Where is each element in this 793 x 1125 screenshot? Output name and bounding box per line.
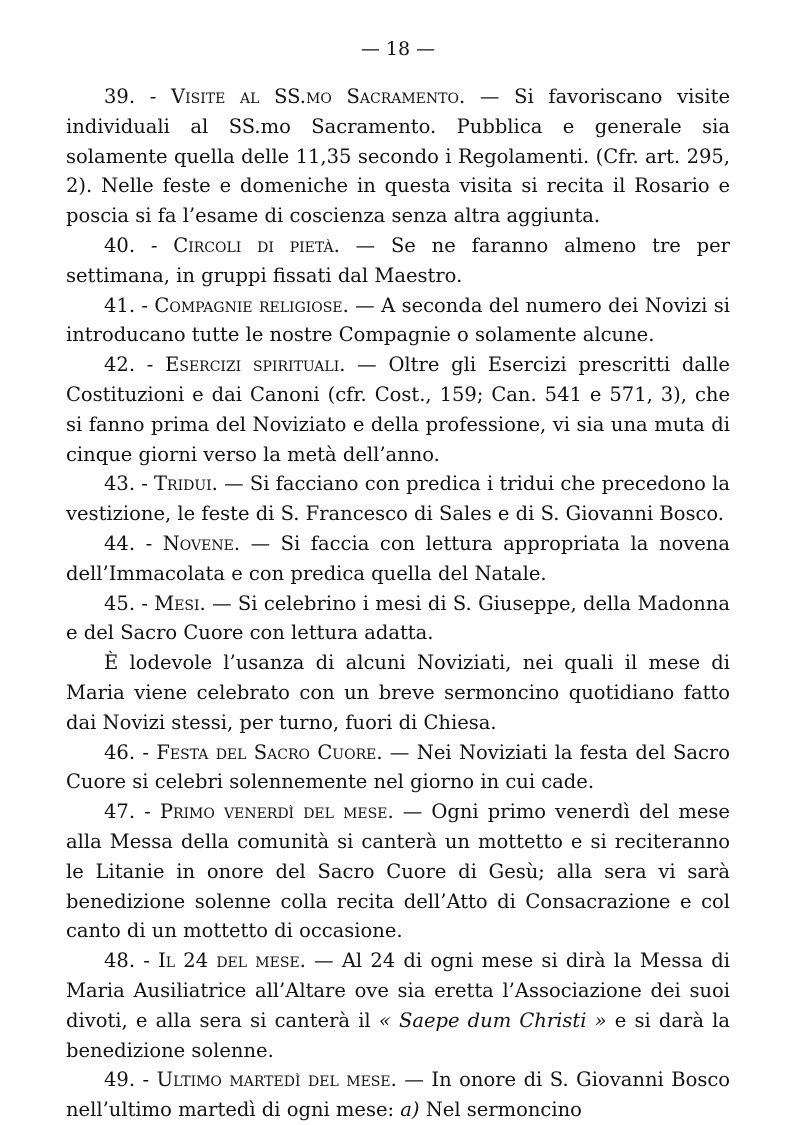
section-title: Il 24 del mese. (158, 949, 306, 973)
number-separator: - (135, 740, 157, 764)
section-title: Esercizi spirituali. (165, 353, 346, 377)
title-separator: — (396, 1068, 432, 1092)
number-separator: - (135, 591, 155, 615)
section-48 (66, 946, 730, 1065)
section-number: 41. (104, 293, 136, 317)
number-separator: - (135, 531, 163, 555)
section-39 (66, 82, 730, 231)
title-separator: — (345, 353, 389, 377)
section-title: Novene. (162, 531, 241, 555)
section-title: Circoli di pietà. (173, 233, 340, 257)
document-page (66, 30, 730, 1125)
title-separator: — (217, 472, 250, 496)
section-body: Nei Noviziati la festa del Sacro Cuore si celebri solennemente nel giorno in cui cade. (66, 740, 730, 794)
page-number: — 18 — (360, 38, 436, 60)
section-40 (66, 231, 730, 291)
list-marker: a) (400, 1098, 420, 1122)
title-separator: — (348, 293, 382, 317)
section-number: 44. (104, 531, 136, 555)
section-body: Se ne faranno almeno tre per settimana, in gruppi fissati dal Maestro. (66, 233, 730, 287)
number-separator: - (135, 85, 172, 108)
section-body: Si faccia con lettura appropriata la novena dell’Immacolata e con predica quella del Natale. (66, 531, 730, 585)
title-separator: — (305, 949, 342, 973)
document-body (66, 82, 730, 1125)
section-number: 40. (104, 233, 136, 257)
section-44 (66, 529, 730, 589)
section-body: Al 24 di ogni mese si dirà la Messa di Maria Ausiliatrice all’Altare ove sia eretta l’Associazione dei suoi divoti, e alla sera si canterà il (66, 949, 730, 1032)
title-separator: — (240, 531, 281, 555)
section-41 (66, 291, 730, 351)
section-body: In onore di S. Giovanni Bosco nell’ultimo martedì di ogni mese: (66, 1068, 730, 1122)
section-title: Tridui. (154, 472, 218, 496)
section-title: Primo venerdì del mese. (159, 800, 394, 824)
section-title: Visite al SS.mo Sacramento. (171, 85, 466, 108)
number-separator: - (135, 800, 160, 824)
hymn-title: « Saepe dum Christi » (378, 1008, 607, 1032)
section-body: Oltre gli Esercizi prescritti dalle Costituzioni e dai Canoni (cfr. Cost., 159; Can. 541 e 571, 3), che si fanno prima del Noviziato e della professione, vi sia una muta di cinque giorni verso la metà dell’anno. (66, 353, 730, 466)
section-body: A seconda del numero dei Novizi si introducano tutte le nostre Compagnie o solamente alcune. (66, 293, 730, 347)
section-number: 46. (104, 740, 136, 764)
section-46 (66, 738, 730, 798)
section-body: È lodevole l’usanza di alcuni Noviziati, nei quali il mese di Maria viene celebrato con un breve sermoncino quotidiano fatto dai Novizi stessi, per turno, fuori di Chiesa. (66, 651, 730, 734)
title-separator: — (382, 740, 417, 764)
section-number: 49. (104, 1068, 136, 1092)
section-number: 39. (104, 85, 136, 108)
title-separator: — (393, 800, 432, 824)
section-title: Mesi. (154, 591, 206, 615)
section-body-end: e si darà la benedizione solenne. (66, 1008, 730, 1062)
section-title: Compagnie religiose. (154, 293, 349, 317)
section-number: 43. (104, 472, 136, 496)
section-body: Si celebrino i mesi di S. Giuseppe, della Madonna e del Sacro Cuore con lettura adatta. (66, 591, 730, 645)
section-title: Ultimo martedì del mese. (156, 1068, 397, 1092)
section-43 (66, 469, 730, 529)
section-number: 45. (104, 591, 136, 615)
section-47 (66, 797, 730, 946)
section-body-end: Nel sermoncino (425, 1098, 582, 1122)
section-45 (66, 589, 730, 649)
number-separator: - (135, 949, 159, 973)
section-45-continuation (66, 648, 730, 737)
section-number: 47. (104, 800, 136, 824)
number-separator: - (135, 1068, 157, 1092)
section-42 (66, 350, 730, 469)
section-number: 42. (104, 353, 136, 377)
section-49 (66, 1065, 730, 1125)
section-body: Si facciano con predica i tridui che precedono la vestizione, le feste di S. Francesco di Sales e di S. Giovanni Bosco. (66, 472, 730, 526)
title-separator: — (205, 591, 238, 615)
title-separator: — (465, 85, 515, 108)
number-separator: - (135, 353, 166, 377)
section-body: Si favoriscano visite individuali al SS.mo Sacramento. Pubblica e generale sia solamente quella delle 11,35 secondo i Regolamenti. (Cfr. art. 295, 2). Nelle feste e domeniche in questa visita si recita il Rosario e poscia si fa l’esame di coscienza senza altra aggiunta. (66, 85, 730, 228)
number-separator: - (135, 472, 155, 496)
section-number: 48. (104, 949, 136, 973)
title-separator: — (339, 233, 391, 257)
number-separator: - (135, 293, 155, 317)
section-title: Festa del Sacro Cuore. (156, 740, 383, 764)
number-separator: - (135, 233, 174, 257)
section-body: Ogni primo venerdì del mese alla Messa della comunità si canterà un mottetto e si reciteranno le Litanie in onore del Sacro Cuore di Gesù; alla sera vi sarà benedizione solenne colla recita dell’Atto di Consacrazione e col canto di un mottetto di occasione. (66, 800, 730, 943)
